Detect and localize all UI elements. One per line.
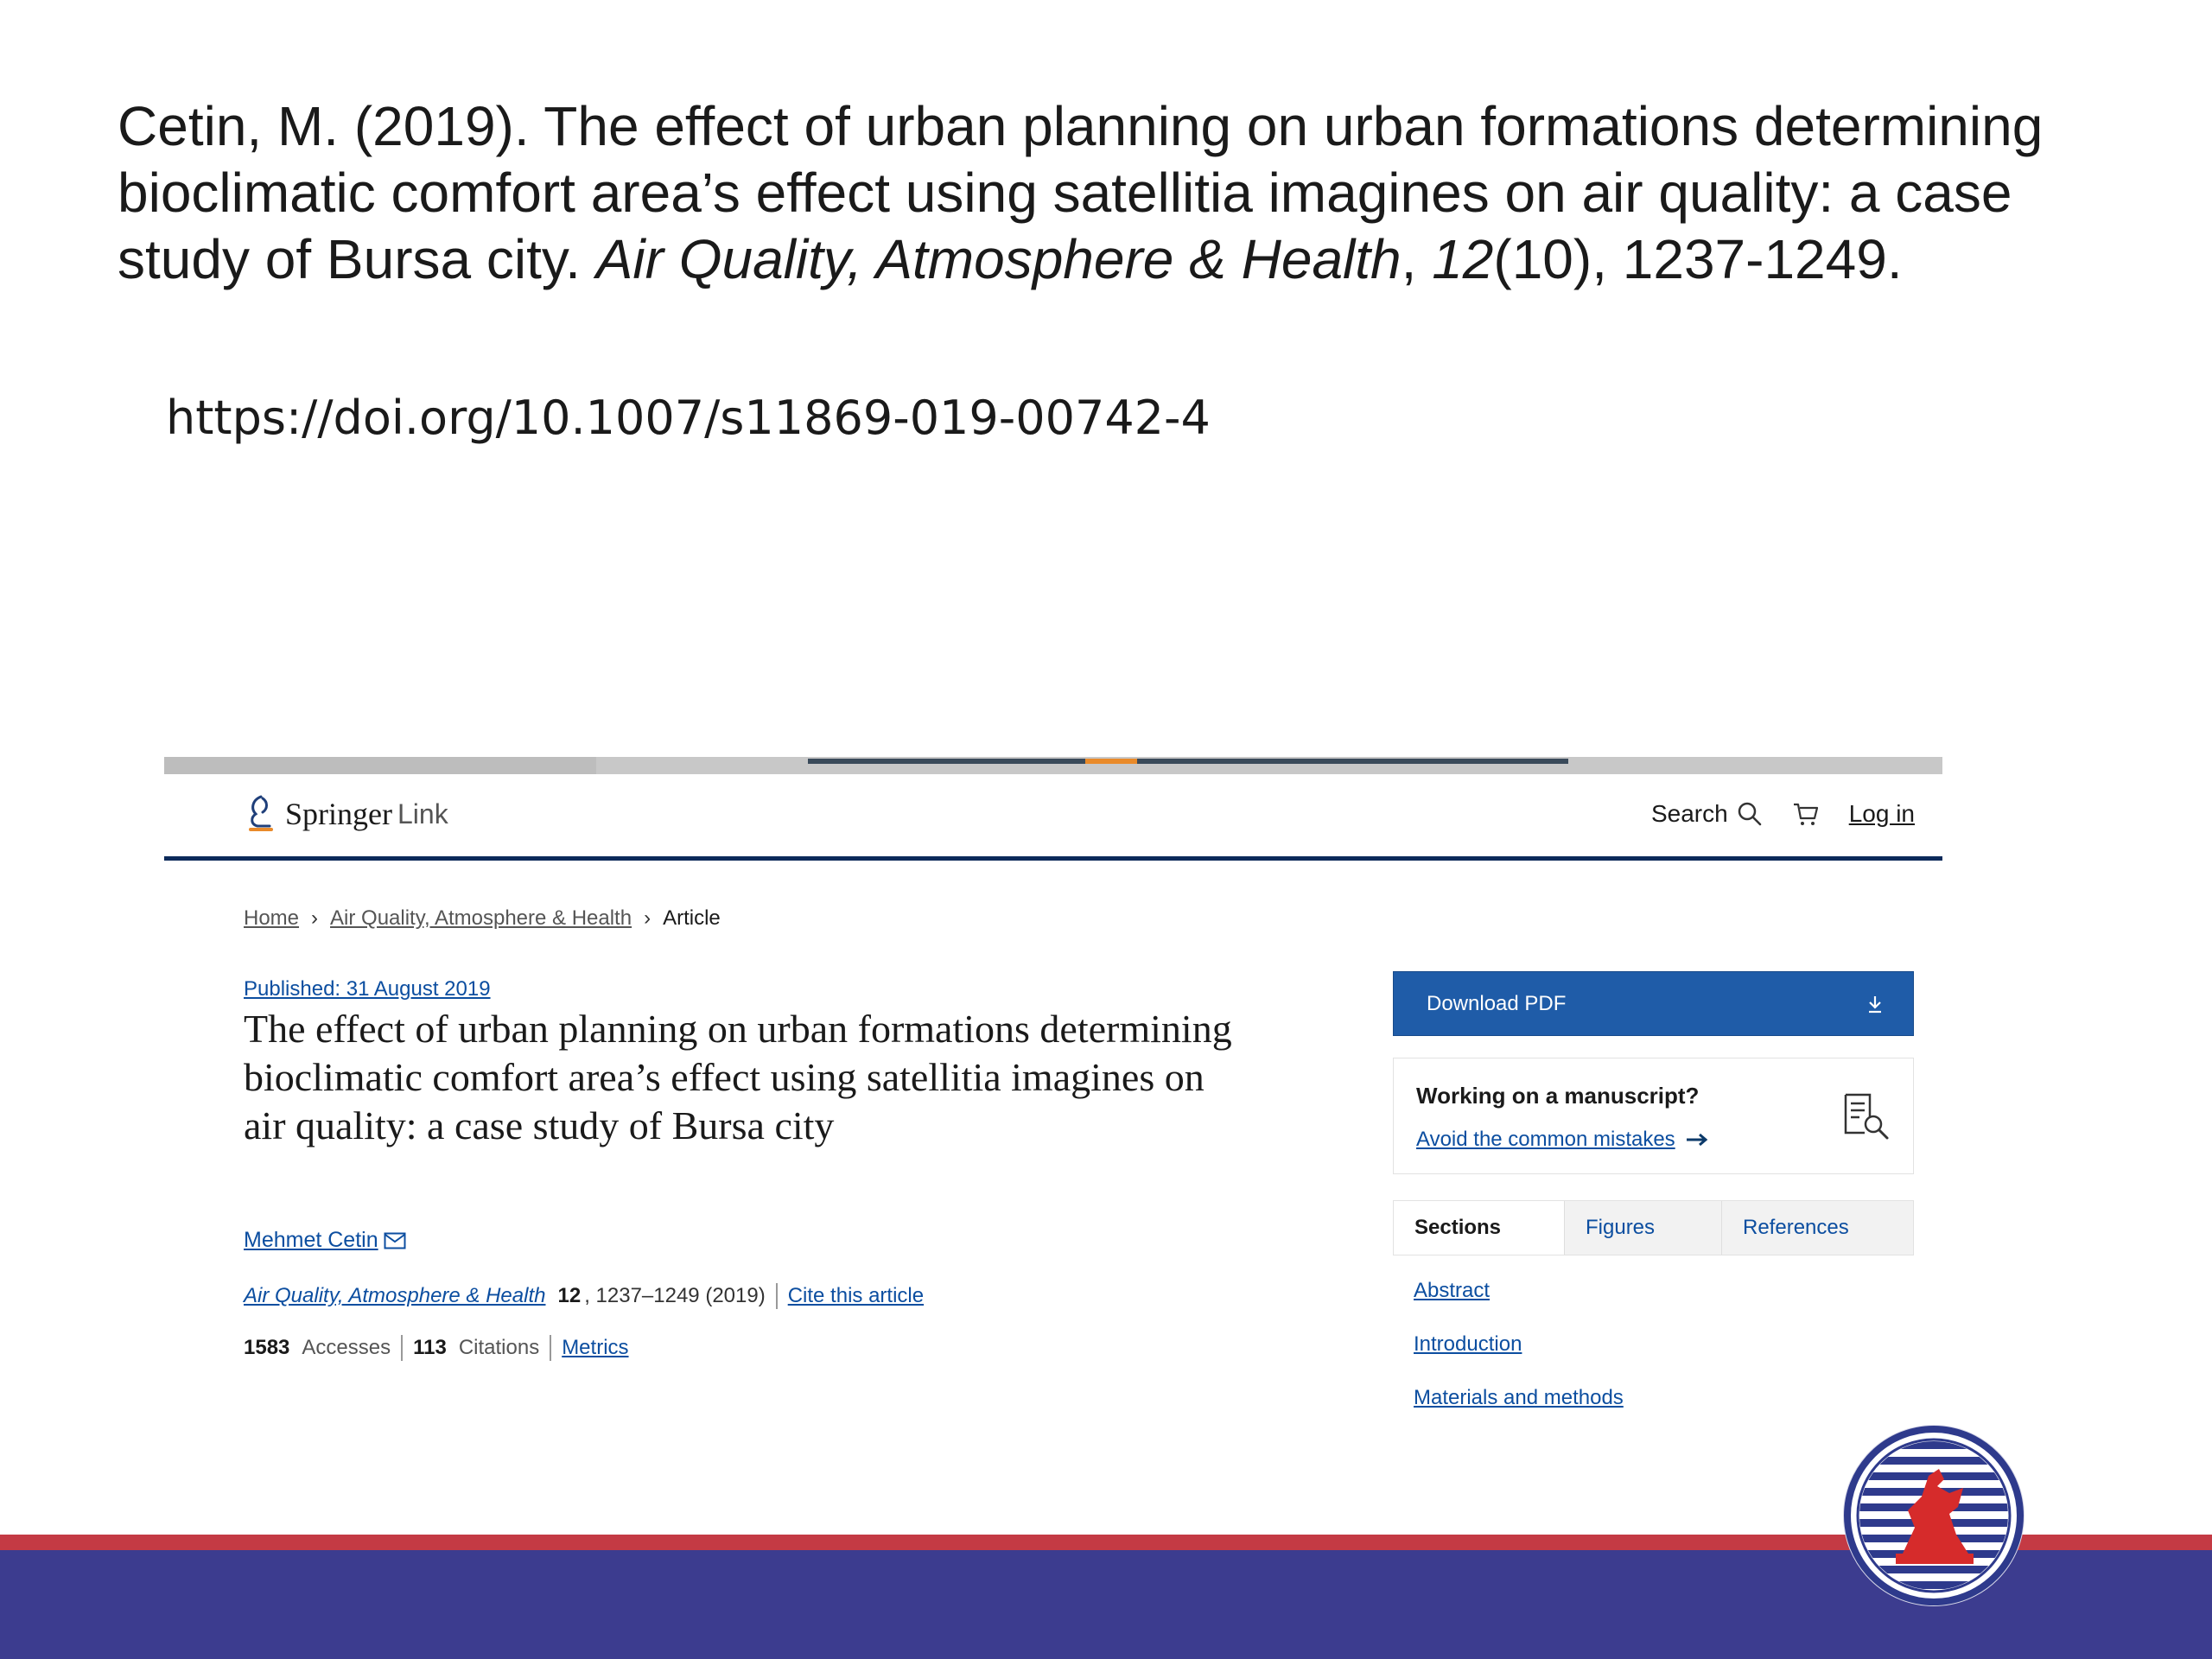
- logo-springer-text: Springer: [285, 797, 392, 831]
- author-line: [244, 1228, 406, 1253]
- author-link[interactable]: Mehmet Cetin: [244, 1228, 378, 1252]
- section-link-introduction[interactable]: Introduction: [1414, 1332, 1522, 1356]
- citation-main-text: Cetin, M. (2019). The effect of urban planning on urban formations determining bioclimatic comfort area’s effect using satellitia imagines on air quality: a case study of Bursa city.: [118, 95, 2044, 290]
- logo-link-text: Link: [397, 798, 448, 830]
- breadcrumb-current: Article: [663, 906, 721, 930]
- springer-article-screenshot: [164, 757, 1942, 1427]
- springer-link-logo[interactable]: [244, 793, 448, 835]
- breadcrumb: [244, 906, 721, 931]
- section-link-abstract[interactable]: Abstract: [1414, 1279, 1491, 1302]
- citations-count: 113: [413, 1336, 447, 1359]
- tab-references[interactable]: References: [1743, 1216, 1849, 1239]
- arrow-right-icon: [1684, 1131, 1710, 1148]
- divider: [401, 1335, 403, 1361]
- journal-volume: 12: [557, 1284, 582, 1307]
- breadcrumb-chevron-icon: ›: [644, 906, 652, 930]
- section-links: [1414, 1280, 1624, 1427]
- sidebar-tabs: [1393, 1200, 1914, 1255]
- reference-citation: [118, 93, 2105, 293]
- site-header: [164, 774, 1942, 861]
- manuscript-title: Working on a manuscript?: [1416, 1083, 1700, 1109]
- cite-article-link[interactable]: Cite this article: [787, 1284, 925, 1307]
- email-icon[interactable]: [384, 1232, 406, 1249]
- search-icon[interactable]: [1737, 801, 1763, 827]
- published-date[interactable]: Published: 31 August 2019: [244, 977, 491, 1001]
- accesses-label: Accesses: [302, 1336, 391, 1359]
- avoid-mistakes-label: Avoid the common mistakes: [1416, 1128, 1675, 1151]
- breadcrumb-chevron-icon: ›: [311, 906, 319, 930]
- doi-link[interactable]: https://doi.org/10.1007/s11869-019-00742-4: [166, 391, 1211, 445]
- header-actions: [1651, 800, 1915, 828]
- citation-journal: Air Quality, Atmosphere & Health: [595, 228, 1402, 290]
- breadcrumb-home[interactable]: Home: [244, 906, 300, 930]
- login-link[interactable]: Log in: [1848, 800, 1915, 827]
- citation-separator: ,: [1401, 228, 1433, 290]
- citation-issue-pages: (10), 1237-1249.: [1493, 228, 1903, 290]
- page-loading-bar: [164, 757, 1942, 774]
- article-metrics: [244, 1335, 629, 1361]
- springer-logo-icon: [244, 793, 278, 835]
- article-title: The effect of urban planning on urban formations determining bioclimatic comfort area’s effect using satellitia imagines on air quality: a case study of Bursa city: [244, 1007, 1232, 1147]
- journal-link[interactable]: Air Quality, Atmosphere & Health: [244, 1284, 546, 1307]
- cart-icon[interactable]: [1792, 801, 1820, 827]
- section-link-materials-methods[interactable]: Materials and methods: [1414, 1386, 1624, 1409]
- citations-label: Citations: [458, 1336, 540, 1359]
- accesses-count: 1583: [244, 1336, 290, 1359]
- download-icon: [1866, 994, 1884, 1014]
- journal-pages: , 1237–1249 (2019): [584, 1284, 766, 1307]
- breadcrumb-journal[interactable]: Air Quality, Atmosphere & Health: [330, 906, 632, 930]
- divider: [550, 1335, 551, 1361]
- tab-sections[interactable]: Sections: [1394, 1201, 1565, 1255]
- citation-volume: 12: [1432, 228, 1494, 290]
- university-seal-logo: [1842, 1424, 2025, 1607]
- document-search-icon: [1840, 1091, 1891, 1141]
- tab-figures[interactable]: Figures: [1565, 1201, 1722, 1255]
- avoid-mistakes-link[interactable]: [1416, 1128, 1710, 1152]
- search-button[interactable]: Search: [1650, 800, 1728, 827]
- article-page-body: [164, 865, 1942, 1427]
- journal-info: [244, 1283, 924, 1309]
- download-pdf-label: Download PDF: [1427, 991, 1567, 1015]
- manuscript-promo: [1393, 1058, 1914, 1174]
- metrics-link[interactable]: Metrics: [562, 1336, 629, 1359]
- download-pdf-button[interactable]: [1393, 971, 1914, 1036]
- divider: [776, 1283, 778, 1309]
